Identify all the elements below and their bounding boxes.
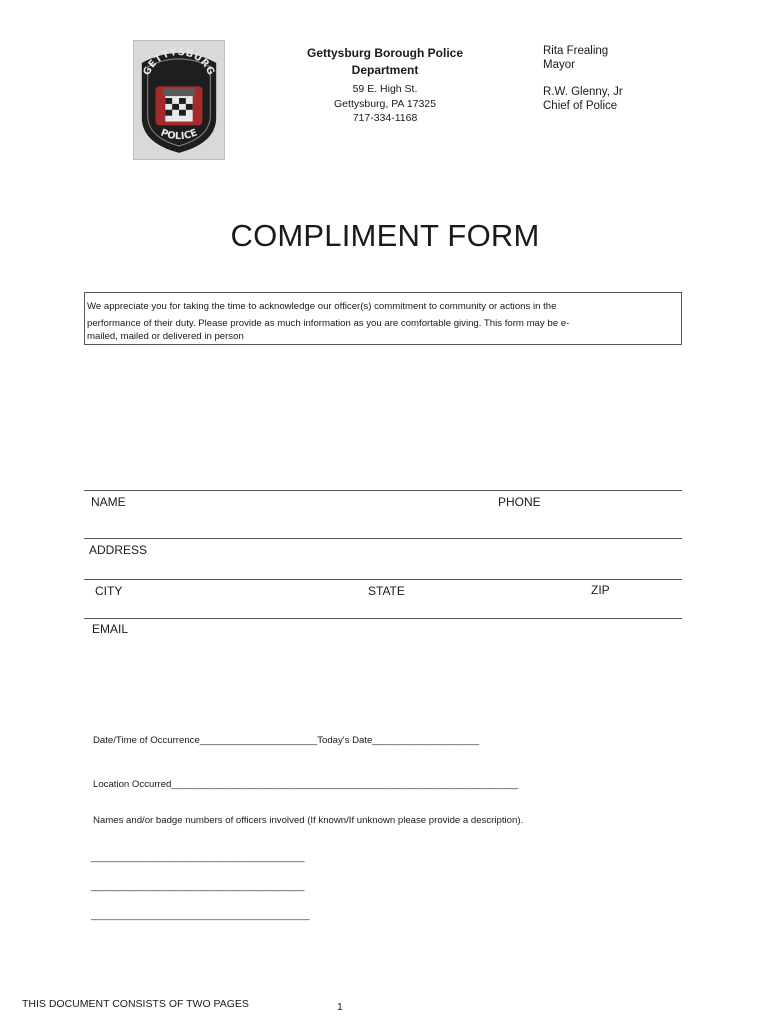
page-number: 1 <box>337 1001 343 1013</box>
address-city: Gettysburg, PA 17325 <box>334 97 436 110</box>
address-street: 59 E. High St. <box>352 83 418 95</box>
city-state-zip-line[interactable] <box>84 579 682 580</box>
email-line[interactable] <box>84 618 682 619</box>
logo-text-top: GETTYSBURG <box>141 46 217 78</box>
officer-blank-line-1[interactable]: ________________________________________ <box>91 852 305 863</box>
police-badge-icon <box>134 41 224 159</box>
zip-label: ZIP <box>591 583 610 597</box>
logo-text-bottom: POLICE <box>159 127 199 143</box>
intro-line-2: performance of their duty. Please provide as much information as you are comfortable giving. This form may be e- <box>87 317 570 329</box>
department-address <box>310 82 460 126</box>
department-name <box>295 45 475 79</box>
mayor-name: Rita Frealing <box>543 45 609 57</box>
police-badge-logo <box>133 40 225 160</box>
chief-name: R.W. Glenny, Jr <box>543 86 623 98</box>
department-name-line1: Gettysburg Borough Police <box>306 46 463 60</box>
department-phone: 717-334-1168 <box>352 112 418 124</box>
name-phone-line[interactable] <box>84 490 682 491</box>
state-label: STATE <box>368 584 405 598</box>
chief-title: Chief of Police <box>543 100 618 112</box>
address-label: ADDRESS <box>89 543 148 557</box>
page-count-notice: THIS DOCUMENT CONSISTS OF TWO PAGES <box>22 998 249 1010</box>
location-field[interactable]: Location Occurred_________________________________________________________________ <box>93 779 519 790</box>
form-title: COMPLIMENT FORM <box>230 218 540 253</box>
officer-blank-line-3[interactable]: _________________________________________ <box>91 910 310 921</box>
intro-line-1: We appreciate you for taking the time to acknowledge our officer(s) commitment to community or actions in the <box>87 301 557 312</box>
intro-line-3: mailed, mailed or delivered in person <box>87 331 244 342</box>
phone-label: PHONE <box>498 495 541 509</box>
city-label: CITY <box>95 584 123 598</box>
address-line[interactable] <box>84 538 682 539</box>
officers-prompt: Names and/or badge numbers of officers involved (If known/If unknown please provide a description). <box>93 815 524 826</box>
department-name-line2: Department <box>351 63 419 77</box>
name-label: NAME <box>91 495 126 509</box>
mayor-title: Mayor <box>543 59 575 71</box>
intro-text-box <box>84 292 682 345</box>
date-time-field[interactable]: Date/Time of Occurrence______________________Today's Date____________________ <box>93 735 480 746</box>
officer-blank-line-2[interactable]: ________________________________________ <box>91 881 305 892</box>
email-label: EMAIL <box>92 622 129 636</box>
officials-block <box>543 44 623 113</box>
